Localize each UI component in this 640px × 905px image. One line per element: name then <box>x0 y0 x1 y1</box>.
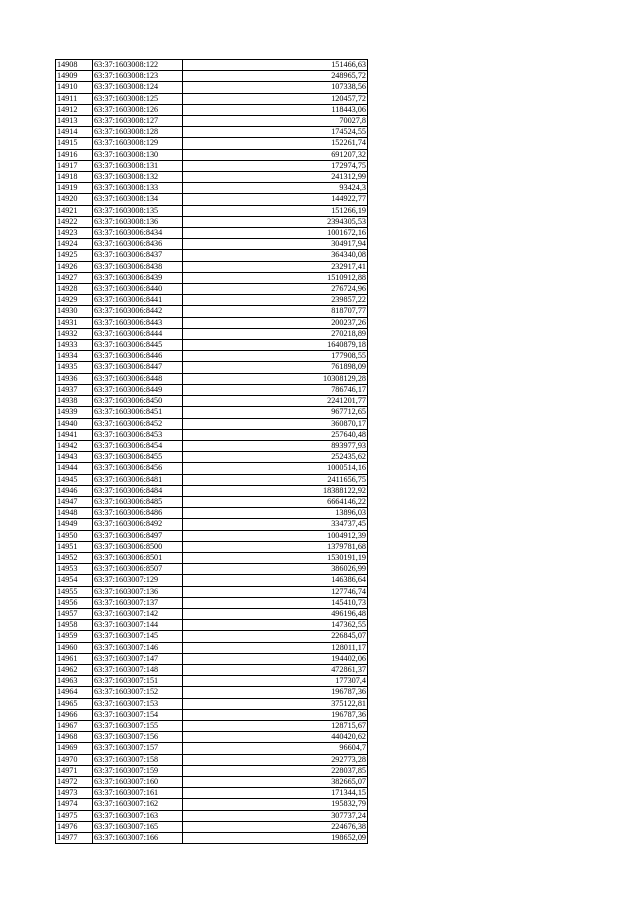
row-number-cell: 14960 <box>56 642 93 653</box>
cost-value-cell: 144922,77 <box>183 194 368 205</box>
table-row <box>56 104 368 115</box>
cost-value-cell: 472861,37 <box>183 664 368 675</box>
row-number-cell: 14914 <box>56 127 93 138</box>
table-row <box>56 362 368 373</box>
row-number-cell: 14939 <box>56 407 93 418</box>
cadastral-code-cell: 63:37:1603007:157 <box>93 743 183 754</box>
cost-value-cell: 270218,89 <box>183 328 368 339</box>
table-row <box>56 295 368 306</box>
cost-value-cell: 786746,17 <box>183 384 368 395</box>
table-row <box>56 127 368 138</box>
row-number-cell: 14964 <box>56 687 93 698</box>
table-row <box>56 384 368 395</box>
cadastral-code-cell: 63:37:1603008:127 <box>93 116 183 127</box>
row-number-cell: 14946 <box>56 485 93 496</box>
table-row <box>56 340 368 351</box>
cost-value-cell: 691207,32 <box>183 149 368 160</box>
row-number-cell: 14912 <box>56 104 93 115</box>
table-row <box>56 765 368 776</box>
cost-value-cell: 145410,73 <box>183 597 368 608</box>
cost-value-cell: 292773,28 <box>183 754 368 765</box>
table-row <box>56 183 368 194</box>
row-number-cell: 14920 <box>56 194 93 205</box>
cost-value-cell: 248965,72 <box>183 71 368 82</box>
row-number-cell: 14913 <box>56 116 93 127</box>
row-number-cell: 14928 <box>56 284 93 295</box>
row-number-cell: 14940 <box>56 418 93 429</box>
row-number-cell: 14930 <box>56 306 93 317</box>
row-number-cell: 14909 <box>56 71 93 82</box>
cadastral-code-cell: 63:37:1603008:133 <box>93 183 183 194</box>
table-row <box>56 317 368 328</box>
row-number-cell: 14929 <box>56 295 93 306</box>
cost-value-cell: 151466,63 <box>183 60 368 71</box>
cadastral-code-cell: 63:37:1603008:122 <box>93 60 183 71</box>
cost-value-cell: 1510912,88 <box>183 272 368 283</box>
table-row <box>56 82 368 93</box>
table-row <box>56 552 368 563</box>
cost-value-cell: 386026,99 <box>183 564 368 575</box>
table-row <box>56 485 368 496</box>
cadastral-code-cell: 63:37:1603007:166 <box>93 833 183 844</box>
cost-value-cell: 1001672,16 <box>183 228 368 239</box>
cost-value-cell: 276724,96 <box>183 284 368 295</box>
cost-value-cell: 128715,67 <box>183 720 368 731</box>
cost-value-cell: 818707,77 <box>183 306 368 317</box>
table-row <box>56 530 368 541</box>
table-row <box>56 631 368 642</box>
table-row <box>56 194 368 205</box>
cost-value-cell: 307737,24 <box>183 810 368 821</box>
table-row <box>56 508 368 519</box>
cadastral-code-cell: 63:37:1603008:124 <box>93 82 183 93</box>
row-number-cell: 14935 <box>56 362 93 373</box>
row-number-cell: 14963 <box>56 676 93 687</box>
cost-value-cell: 70027,8 <box>183 116 368 127</box>
cadastral-code-cell: 63:37:1603008:132 <box>93 172 183 183</box>
table-row <box>56 284 368 295</box>
table-row <box>56 709 368 720</box>
cadastral-code-cell: 63:37:1603007:162 <box>93 799 183 810</box>
cadastral-code-cell: 63:37:1603006:8497 <box>93 530 183 541</box>
row-number-cell: 14944 <box>56 463 93 474</box>
cost-value-cell: 118443,06 <box>183 104 368 115</box>
row-number-cell: 14910 <box>56 82 93 93</box>
cost-value-cell: 1379781,68 <box>183 541 368 552</box>
cadastral-code-cell: 63:37:1603006:8451 <box>93 407 183 418</box>
row-number-cell: 14975 <box>56 810 93 821</box>
cost-value-cell: 496196,48 <box>183 608 368 619</box>
table-row <box>56 440 368 451</box>
table-row <box>56 228 368 239</box>
cadastral-code-cell: 63:37:1603008:125 <box>93 93 183 104</box>
cost-value-cell: 96604,7 <box>183 743 368 754</box>
row-number-cell: 14957 <box>56 608 93 619</box>
cost-value-cell: 200237,26 <box>183 317 368 328</box>
row-number-cell: 14915 <box>56 138 93 149</box>
row-number-cell: 14917 <box>56 160 93 171</box>
cost-value-cell: 375122,81 <box>183 698 368 709</box>
table-row <box>56 328 368 339</box>
cost-value-cell: 18388122,92 <box>183 485 368 496</box>
cost-value-cell: 893977,93 <box>183 440 368 451</box>
cost-value-cell: 194402,06 <box>183 653 368 664</box>
table-row <box>56 597 368 608</box>
table-row <box>56 564 368 575</box>
row-number-cell: 14941 <box>56 429 93 440</box>
cadastral-code-cell: 63:37:1603008:126 <box>93 104 183 115</box>
table-row <box>56 205 368 216</box>
cost-value-cell: 147362,55 <box>183 620 368 631</box>
row-number-cell: 14974 <box>56 799 93 810</box>
cadastral-code-cell: 63:37:1603006:8481 <box>93 474 183 485</box>
table-row <box>56 239 368 250</box>
cadastral-code-cell: 63:37:1603007:151 <box>93 676 183 687</box>
table-row <box>56 60 368 71</box>
cadastral-code-cell: 63:37:1603007:156 <box>93 732 183 743</box>
cadastral-code-cell: 63:37:1603006:8444 <box>93 328 183 339</box>
table-row <box>56 116 368 127</box>
table-row <box>56 496 368 507</box>
cadastral-code-cell: 63:37:1603006:8446 <box>93 351 183 362</box>
cost-value-cell: 6664146,22 <box>183 496 368 507</box>
table-row <box>56 71 368 82</box>
row-number-cell: 14965 <box>56 698 93 709</box>
row-number-cell: 14969 <box>56 743 93 754</box>
cost-value-cell: 171344,15 <box>183 788 368 799</box>
cost-value-cell: 226845,07 <box>183 631 368 642</box>
row-number-cell: 14968 <box>56 732 93 743</box>
cost-value-cell: 196787,36 <box>183 687 368 698</box>
cost-value-cell: 177908,55 <box>183 351 368 362</box>
row-number-cell: 14977 <box>56 833 93 844</box>
cadastral-code-cell: 63:37:1603007:154 <box>93 709 183 720</box>
cadastral-code-cell: 63:37:1603007:129 <box>93 575 183 586</box>
table-row <box>56 272 368 283</box>
cadastral-code-cell: 63:37:1603008:136 <box>93 216 183 227</box>
cadastral-code-cell: 63:37:1603007:152 <box>93 687 183 698</box>
cadastral-code-cell: 63:37:1603008:130 <box>93 149 183 160</box>
cost-value-cell: 224676,38 <box>183 821 368 832</box>
table-row <box>56 250 368 261</box>
cost-value-cell: 2411656,75 <box>183 474 368 485</box>
cost-value-cell: 967712,65 <box>183 407 368 418</box>
cadastral-code-cell: 63:37:1603006:8507 <box>93 564 183 575</box>
cost-value-cell: 1640879,18 <box>183 340 368 351</box>
row-number-cell: 14954 <box>56 575 93 586</box>
table-row <box>56 664 368 675</box>
row-number-cell: 14925 <box>56 250 93 261</box>
row-number-cell: 14971 <box>56 765 93 776</box>
row-number-cell: 14962 <box>56 664 93 675</box>
row-number-cell: 14967 <box>56 720 93 731</box>
cost-value-cell: 120457,72 <box>183 93 368 104</box>
row-number-cell: 14931 <box>56 317 93 328</box>
cadastral-code-cell: 63:37:1603008:131 <box>93 160 183 171</box>
cost-value-cell: 232917,41 <box>183 261 368 272</box>
row-number-cell: 14947 <box>56 496 93 507</box>
cadastral-code-cell: 63:37:1603006:8445 <box>93 340 183 351</box>
cadastral-code-cell: 63:37:1603008:134 <box>93 194 183 205</box>
cadastral-code-cell: 63:37:1603006:8439 <box>93 272 183 283</box>
cost-value-cell: 360870,17 <box>183 418 368 429</box>
table-row <box>56 777 368 788</box>
cost-value-cell: 10308129,28 <box>183 373 368 384</box>
cost-value-cell: 93424,3 <box>183 183 368 194</box>
cadastral-code-cell: 63:37:1603006:8486 <box>93 508 183 519</box>
cadastral-code-cell: 63:37:1603006:8447 <box>93 362 183 373</box>
cadastral-code-cell: 63:37:1603007:159 <box>93 765 183 776</box>
cadastral-code-cell: 63:37:1603006:8441 <box>93 295 183 306</box>
cost-value-cell: 1004912,39 <box>183 530 368 541</box>
cadastral-code-cell: 63:37:1603007:160 <box>93 777 183 788</box>
table-row <box>56 93 368 104</box>
cost-value-cell: 172974,75 <box>183 160 368 171</box>
cadastral-code-cell: 63:37:1603006:8436 <box>93 239 183 250</box>
row-number-cell: 14972 <box>56 777 93 788</box>
cadastral-code-cell: 63:37:1603006:8492 <box>93 519 183 530</box>
table-row <box>56 676 368 687</box>
row-number-cell: 14919 <box>56 183 93 194</box>
table-row <box>56 418 368 429</box>
cost-value-cell: 2241201,77 <box>183 396 368 407</box>
cadastral-code-cell: 63:37:1603006:8442 <box>93 306 183 317</box>
row-number-cell: 14959 <box>56 631 93 642</box>
cost-value-cell: 257640,48 <box>183 429 368 440</box>
table-row <box>56 373 368 384</box>
row-number-cell: 14953 <box>56 564 93 575</box>
table-row <box>56 687 368 698</box>
table-row <box>56 541 368 552</box>
cost-value-cell: 364340,08 <box>183 250 368 261</box>
cadastral-code-cell: 63:37:1603007:165 <box>93 821 183 832</box>
cost-value-cell: 196787,36 <box>183 709 368 720</box>
table-row <box>56 429 368 440</box>
row-number-cell: 14976 <box>56 821 93 832</box>
table-row <box>56 720 368 731</box>
cadastral-code-cell: 63:37:1603006:8501 <box>93 552 183 563</box>
table-row <box>56 474 368 485</box>
table-row <box>56 452 368 463</box>
table-row <box>56 653 368 664</box>
cadastral-code-cell: 63:37:1603007:144 <box>93 620 183 631</box>
row-number-cell: 14938 <box>56 396 93 407</box>
table-row <box>56 351 368 362</box>
table-row <box>56 519 368 530</box>
table-row <box>56 833 368 844</box>
cadastral-code-cell: 63:37:1603006:8443 <box>93 317 183 328</box>
row-number-cell: 14951 <box>56 541 93 552</box>
table-row <box>56 698 368 709</box>
table-row <box>56 216 368 227</box>
table-row <box>56 407 368 418</box>
cadastral-code-cell: 63:37:1603006:8485 <box>93 496 183 507</box>
cost-value-cell: 152261,74 <box>183 138 368 149</box>
row-number-cell: 14949 <box>56 519 93 530</box>
table-row <box>56 463 368 474</box>
cost-value-cell: 304917,94 <box>183 239 368 250</box>
cadastral-code-cell: 63:37:1603007:158 <box>93 754 183 765</box>
table-row <box>56 149 368 160</box>
cost-value-cell: 13896,03 <box>183 508 368 519</box>
cost-value-cell: 334737,45 <box>183 519 368 530</box>
row-number-cell: 14970 <box>56 754 93 765</box>
table-row <box>56 261 368 272</box>
row-number-cell: 14955 <box>56 586 93 597</box>
cadastral-code-cell: 63:37:1603007:136 <box>93 586 183 597</box>
row-number-cell: 14933 <box>56 340 93 351</box>
cost-value-cell: 252435,62 <box>183 452 368 463</box>
cost-value-cell: 174524,55 <box>183 127 368 138</box>
row-number-cell: 14924 <box>56 239 93 250</box>
row-number-cell: 14958 <box>56 620 93 631</box>
cadastral-code-cell: 63:37:1603008:129 <box>93 138 183 149</box>
data-table <box>55 59 368 844</box>
cost-value-cell: 382665,07 <box>183 777 368 788</box>
cost-value-cell: 241312,99 <box>183 172 368 183</box>
cost-value-cell: 146386,64 <box>183 575 368 586</box>
cadastral-code-cell: 63:37:1603007:153 <box>93 698 183 709</box>
row-number-cell: 14922 <box>56 216 93 227</box>
cadastral-code-cell: 63:37:1603007:163 <box>93 810 183 821</box>
cadastral-code-cell: 63:37:1603006:8448 <box>93 373 183 384</box>
cadastral-code-cell: 63:37:1603006:8453 <box>93 429 183 440</box>
table-row <box>56 754 368 765</box>
row-number-cell: 14934 <box>56 351 93 362</box>
cost-value-cell: 195832,79 <box>183 799 368 810</box>
row-number-cell: 14945 <box>56 474 93 485</box>
table-row <box>56 575 368 586</box>
cadastral-code-cell: 63:37:1603006:8437 <box>93 250 183 261</box>
row-number-cell: 14942 <box>56 440 93 451</box>
table-body <box>56 60 368 844</box>
cost-value-cell: 2394305,53 <box>183 216 368 227</box>
table-row <box>56 821 368 832</box>
table-row <box>56 608 368 619</box>
cadastral-code-cell: 63:37:1603007:137 <box>93 597 183 608</box>
row-number-cell: 14973 <box>56 788 93 799</box>
cost-value-cell: 177307,4 <box>183 676 368 687</box>
cost-value-cell: 1530191,19 <box>183 552 368 563</box>
row-number-cell: 14966 <box>56 709 93 720</box>
cadastral-code-cell: 63:37:1603006:8438 <box>93 261 183 272</box>
cost-value-cell: 239857,22 <box>183 295 368 306</box>
row-number-cell: 14936 <box>56 373 93 384</box>
cost-value-cell: 127746,74 <box>183 586 368 597</box>
table-row <box>56 586 368 597</box>
row-number-cell: 14943 <box>56 452 93 463</box>
cost-value-cell: 151266,19 <box>183 205 368 216</box>
row-number-cell: 14932 <box>56 328 93 339</box>
table-row <box>56 172 368 183</box>
cadastral-code-cell: 63:37:1603007:146 <box>93 642 183 653</box>
table-row <box>56 732 368 743</box>
cadastral-code-cell: 63:37:1603006:8455 <box>93 452 183 463</box>
table-row <box>56 160 368 171</box>
cost-value-cell: 440420,62 <box>183 732 368 743</box>
cost-value-cell: 761898,09 <box>183 362 368 373</box>
cost-value-cell: 228037,85 <box>183 765 368 776</box>
cadastral-code-cell: 63:37:1603007:147 <box>93 653 183 664</box>
cadastral-code-cell: 63:37:1603007:145 <box>93 631 183 642</box>
cadastral-code-cell: 63:37:1603007:142 <box>93 608 183 619</box>
table-row <box>56 620 368 631</box>
cadastral-code-cell: 63:37:1603008:123 <box>93 71 183 82</box>
row-number-cell: 14961 <box>56 653 93 664</box>
row-number-cell: 14937 <box>56 384 93 395</box>
row-number-cell: 14956 <box>56 597 93 608</box>
row-number-cell: 14926 <box>56 261 93 272</box>
row-number-cell: 14927 <box>56 272 93 283</box>
cost-value-cell: 128011,17 <box>183 642 368 653</box>
cadastral-code-cell: 63:37:1603007:148 <box>93 664 183 675</box>
table-row <box>56 788 368 799</box>
cost-value-cell: 198652,09 <box>183 833 368 844</box>
row-number-cell: 14948 <box>56 508 93 519</box>
row-number-cell: 14950 <box>56 530 93 541</box>
cadastral-code-cell: 63:37:1603006:8454 <box>93 440 183 451</box>
cadastral-code-cell: 63:37:1603006:8434 <box>93 228 183 239</box>
row-number-cell: 14911 <box>56 93 93 104</box>
cadastral-code-cell: 63:37:1603006:8456 <box>93 463 183 474</box>
cost-value-cell: 1000514,16 <box>183 463 368 474</box>
table-row <box>56 138 368 149</box>
row-number-cell: 14908 <box>56 60 93 71</box>
table-row <box>56 810 368 821</box>
cadastral-code-cell: 63:37:1603008:135 <box>93 205 183 216</box>
row-number-cell: 14916 <box>56 149 93 160</box>
table-row <box>56 743 368 754</box>
row-number-cell: 14923 <box>56 228 93 239</box>
table-row <box>56 642 368 653</box>
row-number-cell: 14921 <box>56 205 93 216</box>
cost-value-cell: 107338,56 <box>183 82 368 93</box>
row-number-cell: 14952 <box>56 552 93 563</box>
cadastral-code-cell: 63:37:1603007:161 <box>93 788 183 799</box>
table-row <box>56 306 368 317</box>
table-row <box>56 396 368 407</box>
cadastral-code-cell: 63:37:1603006:8450 <box>93 396 183 407</box>
cadastral-code-cell: 63:37:1603006:8440 <box>93 284 183 295</box>
cadastral-code-cell: 63:37:1603006:8452 <box>93 418 183 429</box>
row-number-cell: 14918 <box>56 172 93 183</box>
cadastral-code-cell: 63:37:1603007:155 <box>93 720 183 731</box>
cadastral-code-cell: 63:37:1603006:8449 <box>93 384 183 395</box>
cadastral-code-cell: 63:37:1603008:128 <box>93 127 183 138</box>
table-row <box>56 799 368 810</box>
cadastral-code-cell: 63:37:1603006:8484 <box>93 485 183 496</box>
cadastral-code-cell: 63:37:1603006:8500 <box>93 541 183 552</box>
